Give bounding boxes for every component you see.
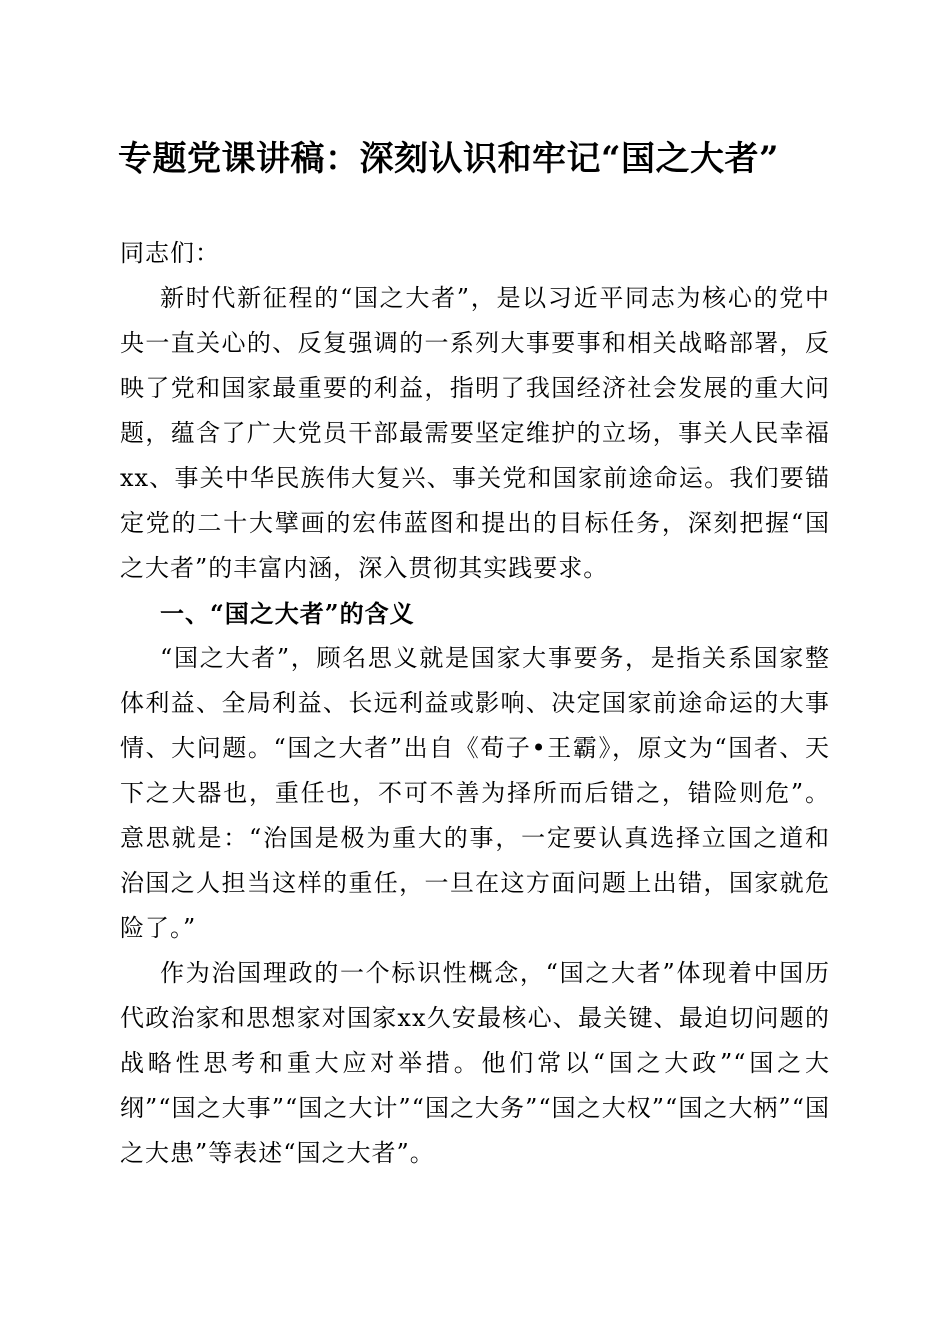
document-body: [120, 231, 830, 1176]
intro-paragraph: 新时代新征程的“国之大者”，是以习近平同志为核心的党中央一直关心的、反复强调的一系列大事要事和相关战略部署，反映了党和国家最重要的利益，指明了我国经济社会发展的重大问题，蕴含了广大党员干部最需要坚定维护的立场，事关人民幸福xx、事关中华民族伟大复兴、事关党和国家前途命运。我们要锚定党的二十大擘画的宏伟蓝图和提出的目标任务，深刻把握“国之大者”的丰富内涵，深入贯彻其实践要求。: [120, 284, 830, 582]
section-paragraph: “国之大者”，顾名思义就是国家大事要务，是指关系国家整体利益、全局利益、长远利益或影响、决定国家前途命运的大事情、大问题。“国之大者”出自《荀子•王霸》，原文为“国者、天下之大器也，重任也，不可不善为择所而后错之，错险则危”。意思就是：“治国是极为重大的事，一定要认真选择立国之道和治国之人担当这样的重任，一旦在这方面问题上出错，国家就危险了。”: [120, 644, 830, 942]
document-title: 专题党课讲稿：深刻认识和牢记“国之大者”: [118, 139, 780, 179]
section-paragraph: 作为治国理政的一个标识性概念，“国之大者”体现着中国历代政治家和思想家对国家xx久安最核心、最关键、最迫切问题的战略性思考和重大应对举措。他们常以“国之大政”“国之大纲”“国之大事”“国之大计”“国之大务”“国之大权”“国之大柄”“国之大患”等表述“国之大者”。: [120, 959, 830, 1167]
salutation: 同志们：: [120, 239, 220, 267]
section-heading: 一、“国之大者”的含义: [160, 599, 415, 628]
